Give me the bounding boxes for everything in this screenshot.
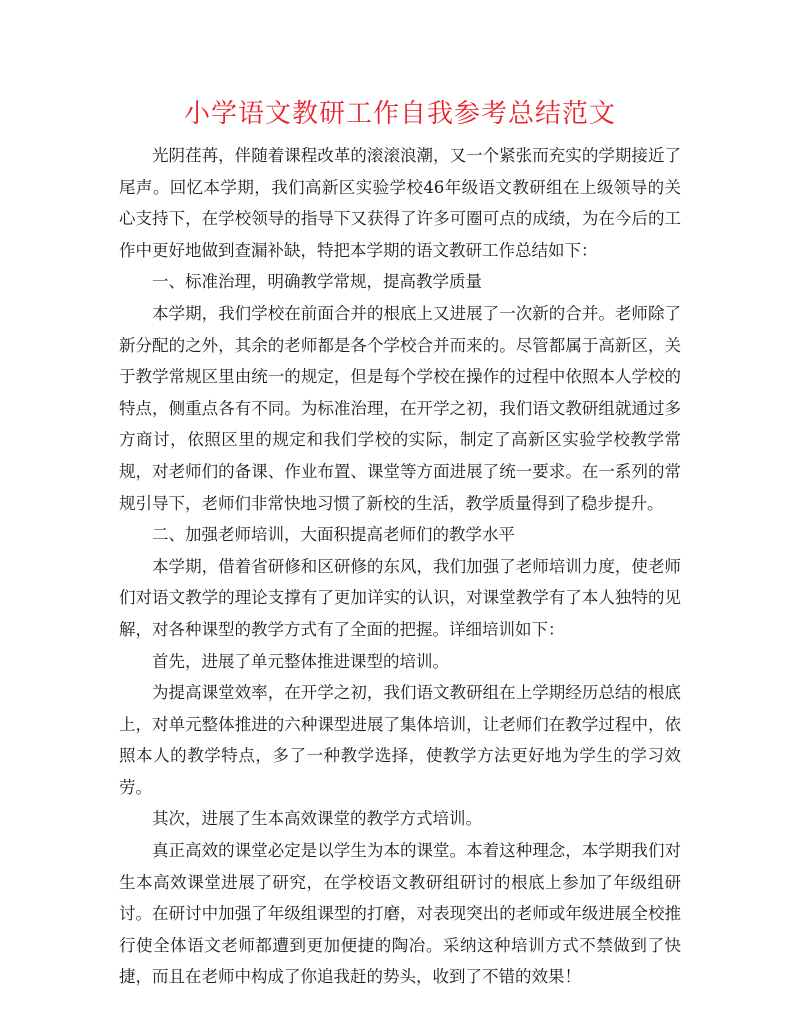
paragraph-section-1: 本学期，我们学校在前面合并的根底上又进展了一次新的合并。老师除了新分配的之外，其余的老师都是各个学校合并而来的。尽管都属于高新区，关于教学常规区里由统一的规定，但是每个学校在操作的过程中依照本人学校的特点，侧重点各有不同。为标准治理，在开学之初，我们语文教研组就通过多方商讨，依照区里的规定和我们学校的实际，制定了高新区实验学校教学常规，对老师们的备课、作业布置、课堂等方面进展了统一要求。在一系列的常规引导下，老师们非常快地习惯了新校的生活，教学质量得到了稳步提升。 — [119, 303, 681, 513]
document-body — [119, 140, 681, 993]
document-title: 小学语文教研工作自我参考总结范文 — [183, 99, 616, 129]
paragraph-section-2: 本学期，借着省研修和区研修的东风，我们加强了老师培训力度，使老师们对语文教学的理论支撑有了更加详实的认识，对课堂教学有了本人独特的见解，对各种课型的教学方式有了全面的把握。详细培训如下： — [119, 556, 681, 639]
paragraph-first-training: 首先，进展了单元整体推进课型的培训。 — [152, 651, 449, 671]
paragraph-intro: 光阴荏苒，伴随着课程改革的滚滚浪潮，又一个紧张而充实的学期接近了尾声。回忆本学期，我们高新区实验学校46年级语文教研组在上级领导的关心支持下，在学校领导的指导下又获得了许多可圈可点的成绩，为在今后的工作中更好地做到查漏补缺，特把本学期的语文教研工作总结如下： — [119, 146, 681, 260]
section-heading-1: 一、标准治理，明确教学常规，提高教学质量 — [152, 272, 482, 292]
section-heading-2: 二、加强老师培训，大面积提高老师们的教学水平 — [152, 525, 515, 545]
paragraph-second-training-detail: 真正高效的课堂必定是以学生为本的课堂。本着这种理念，本学期我们对生本高效课堂进展了研究，在学校语文教研组研讨的根底上参加了年级组研讨。在研讨中加强了年级组课型的打磨，对表现突出的老师或年级进展全校推行使全体语文老师都遭到更加便捷的陶冶。采纳这种培训方式不禁做到了快捷，而且在老师中构成了你追我赶的势头，收到了不错的效果！ — [119, 841, 681, 987]
paragraph-first-training-detail: 为提高课堂效率，在开学之初，我们语文教研组在上学期经历总结的根底上，对单元整体推进的六种课型进展了集体培训，让老师们在教学过程中，依照本人的教学特点，多了一种教学选择，使教学方法更好地为学生的学习效劳。 — [119, 683, 681, 797]
paragraph-second-training: 其次，进展了生本高效课堂的教学方式培训。 — [152, 809, 482, 829]
